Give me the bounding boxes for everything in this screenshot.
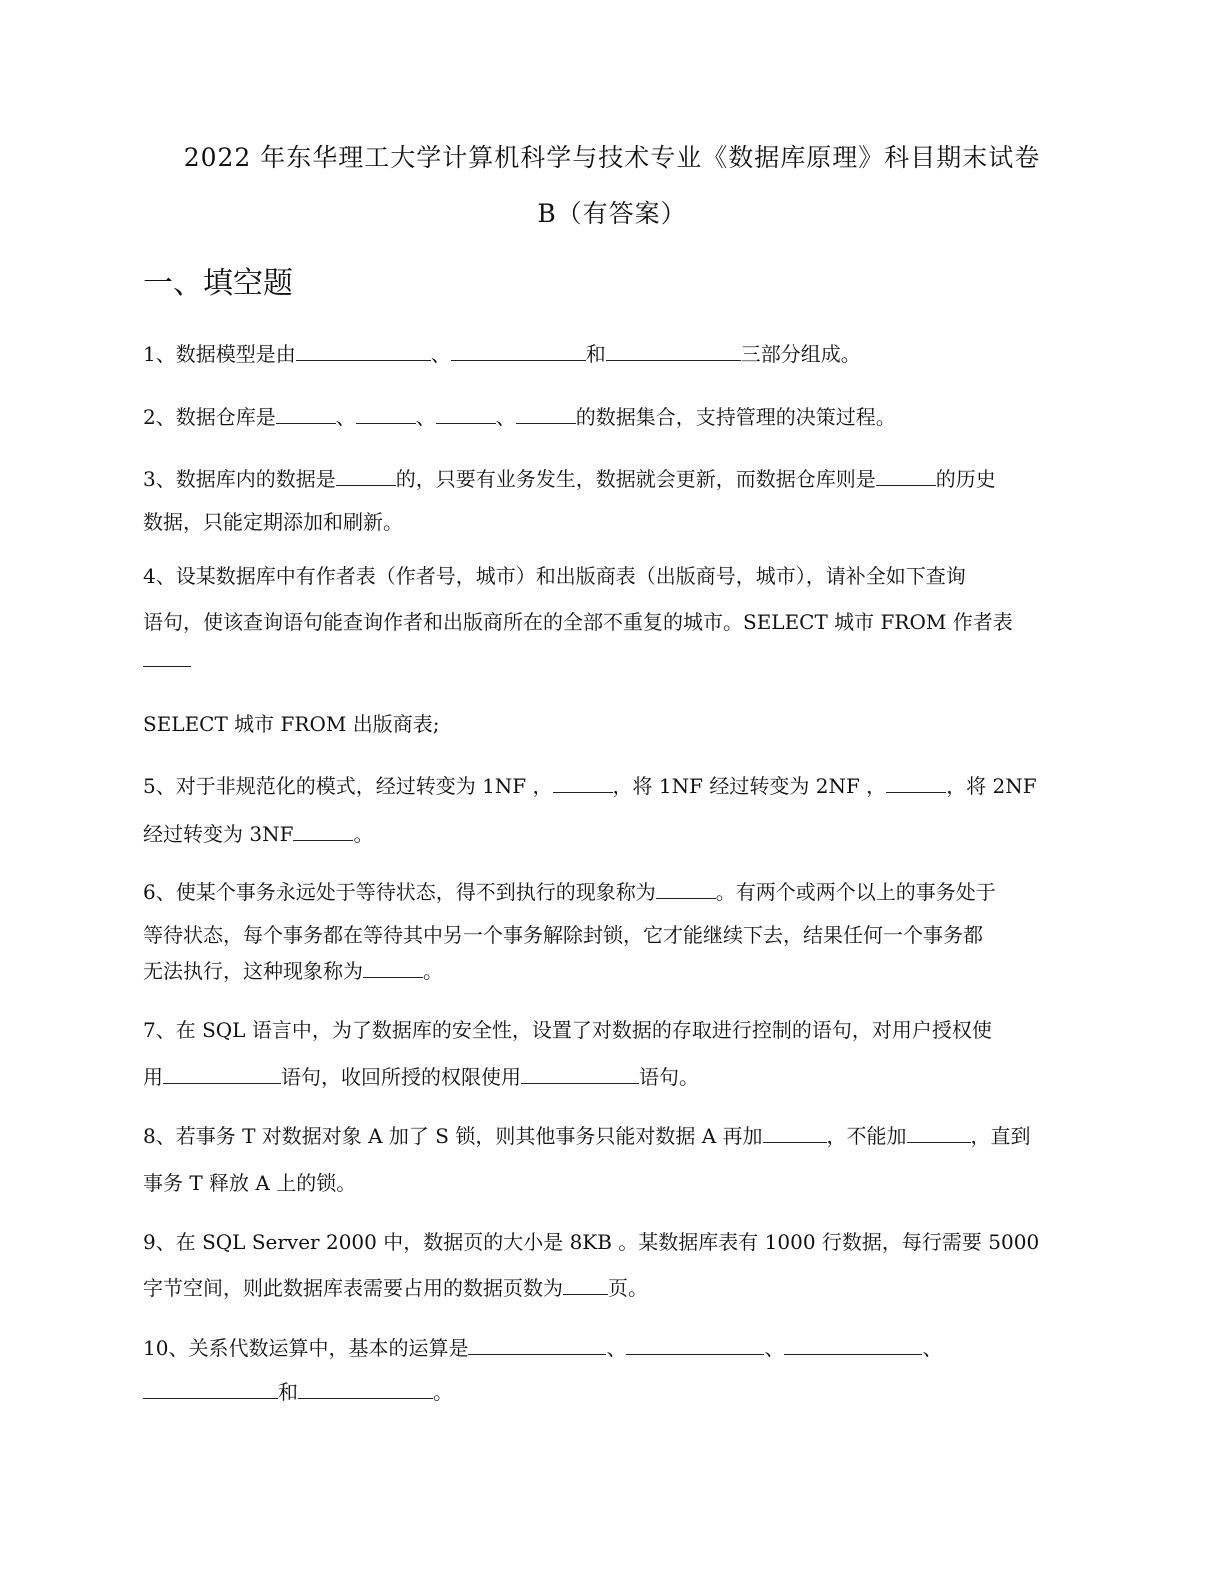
question-10-line-1: [143, 1334, 942, 1362]
q1-blank-1: [296, 340, 431, 361]
q9-text-a: 字节空间，则此数据库表需要占用的数据页数为: [143, 1276, 563, 1300]
q8-text-c: ，直到: [970, 1124, 1031, 1148]
question-5-line-1: [143, 772, 1037, 800]
question-2: [143, 403, 896, 431]
q7-blank-1: [163, 1063, 281, 1084]
question-4-line-2: 语句，使该查询语句能查询作者和出版商所在的全部不重复的城市。SELECT 城市 FROM 作者表: [143, 610, 1013, 634]
q7-blank-2: [521, 1063, 639, 1084]
q3-blank-1: [336, 465, 396, 486]
question-10-line-2: [143, 1378, 453, 1406]
q3-text-c: 的历史: [935, 467, 996, 491]
q8-blank-2: [907, 1122, 971, 1143]
q3-text-a: 3、数据库内的数据是: [143, 467, 336, 491]
q1-text-a: 1、数据模型是由: [143, 342, 296, 366]
question-9-line-1: 9、在 SQL Server 2000 中，数据页的大小是 8KB 。某数据库表有 1000 行数据，每行需要 5000: [143, 1230, 1040, 1254]
q1-text-b: 、: [430, 342, 451, 366]
question-7-line-1: 7、在 SQL 语言中，为了数据库的安全性，设置了对数据的存取进行控制的语句，对用户授权使: [143, 1018, 992, 1042]
q6-text-d: 。: [423, 959, 443, 983]
question-4-line-1: 4、设某数据库中有作者表（作者号，城市）和出版商表（出版商号，城市），请补全如下查询: [143, 564, 966, 588]
q2-text-e: 的数据集合，支持管理的决策过程。: [575, 405, 896, 429]
q6-blank-2: [363, 957, 423, 978]
q2-text-a: 2、数据仓库是: [143, 405, 276, 429]
q5-blank-1: [553, 772, 613, 793]
q2-blank-2: [356, 403, 416, 424]
q6-text-b: 。有两个或两个以上的事务处于: [715, 880, 996, 904]
q1-text-c: 和: [585, 342, 606, 366]
q4-blank-1: [143, 646, 191, 667]
q6-text-c: 无法执行，这种现象称为: [143, 959, 363, 983]
q1-blank-2: [451, 340, 586, 361]
q10-text-b: 、: [606, 1336, 627, 1360]
q5-text-a: 5、对于非规范化的模式，经过转变为 1NF ，: [143, 774, 553, 798]
q9-blank-1: [563, 1274, 608, 1295]
q5-text-e: 。: [353, 822, 374, 846]
section-heading: 一、填空题: [143, 266, 293, 301]
exam-title-line1: 2022 年东华理工大学计算机科学与技术专业《数据库原理》科目期末试卷: [183, 143, 1041, 172]
exam-title-line2: B（有答案）: [537, 199, 687, 228]
q6-blank-1: [656, 878, 716, 899]
q10-text-a: 10、关系代数运算中，基本的运算是: [143, 1336, 469, 1360]
q10-text-f: 。: [433, 1380, 453, 1404]
q8-text-b: ，不能加: [826, 1124, 907, 1148]
q7-text-a: 用: [143, 1065, 163, 1089]
question-4-line-3: [143, 646, 191, 674]
question-5-line-2: [143, 820, 373, 848]
q5-text-d: 经过转变为 3NF: [143, 822, 294, 846]
question-6-line-1: [143, 878, 996, 906]
question-4-line-4: SELECT 城市 FROM 出版商表;: [143, 712, 440, 736]
q2-text-c: 、: [415, 405, 436, 429]
question-1: [143, 340, 861, 368]
question-8-line-2: 事务 T 释放 A 上的锁。: [143, 1171, 357, 1195]
q2-blank-4: [516, 403, 576, 424]
q10-blank-3: [784, 1334, 922, 1355]
q2-text-d: 、: [495, 405, 516, 429]
q10-text-d: 、: [922, 1336, 943, 1360]
q10-blank-5: [298, 1378, 433, 1399]
question-3-line-1: [143, 465, 996, 493]
q7-text-b: 语句，收回所授的权限使用: [281, 1065, 521, 1089]
question-3-line-2: 数据，只能定期添加和刷新。: [143, 510, 403, 534]
q8-text-a: 8、若事务 T 对数据对象 A 加了 S 锁，则其他事务只能对数据 A 再加: [143, 1124, 763, 1148]
q10-blank-2: [626, 1334, 764, 1355]
q10-text-c: 、: [764, 1336, 785, 1360]
q2-blank-3: [436, 403, 496, 424]
q3-text-b: 的，只要有业务发生，数据就会更新，而数据仓库则是: [395, 467, 876, 491]
question-6-line-2: 等待状态，每个事务都在等待其中另一个事务解除封锁，它才能继续下去，结果任何一个事务都: [143, 923, 983, 947]
q10-text-e: 和: [278, 1380, 298, 1404]
q10-blank-4: [143, 1378, 278, 1399]
q5-text-c: ，将 2NF: [946, 774, 1037, 798]
q8-blank-1: [763, 1122, 827, 1143]
q1-text-d: 三部分组成。: [740, 342, 861, 366]
question-6-line-3: [143, 957, 443, 985]
q6-text-a: 6、使某个事务永远处于等待状态，得不到执行的现象称为: [143, 880, 656, 904]
q5-blank-3: [293, 820, 353, 841]
q5-text-b: ，将 1NF 经过转变为 2NF ，: [612, 774, 887, 798]
q1-blank-3: [606, 340, 741, 361]
question-8-line-1: [143, 1122, 1031, 1150]
q2-text-b: 、: [335, 405, 356, 429]
question-9-line-2: [143, 1274, 648, 1302]
q10-blank-1: [468, 1334, 606, 1355]
q5-blank-2: [886, 772, 946, 793]
question-7-line-2: [143, 1063, 699, 1091]
q3-blank-2: [876, 465, 936, 486]
q2-blank-1: [276, 403, 336, 424]
q7-text-c: 语句。: [639, 1065, 699, 1089]
q9-text-b: 页。: [608, 1276, 648, 1300]
